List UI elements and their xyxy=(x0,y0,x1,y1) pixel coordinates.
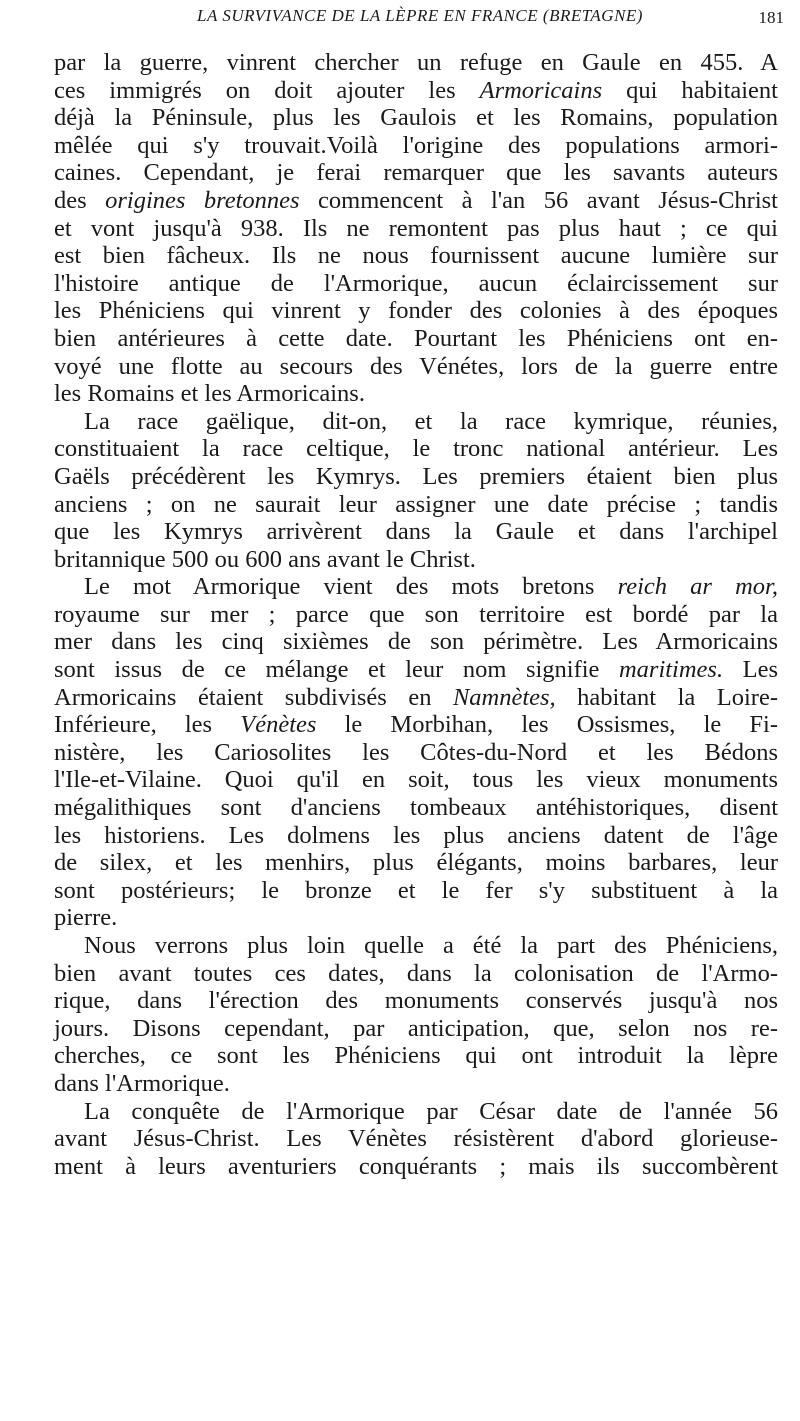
text-segment: La race gaëlique, dit-on, et la race kymrique, réunies, xyxy=(84,407,778,435)
text-line xyxy=(54,463,778,491)
text-line xyxy=(54,215,778,243)
text-line xyxy=(54,1042,778,1070)
text-segment: La conquête de l'Armorique par César date de l'année 56 xyxy=(84,1097,778,1125)
text-segment: sont postérieurs; le bronze et le fer s'y substituent à la xyxy=(54,876,778,904)
text-line xyxy=(54,297,778,325)
text-line xyxy=(54,1125,778,1153)
text-line xyxy=(54,325,778,353)
text-line xyxy=(54,546,778,574)
text-segment: jours. Disons cependant, par anticipation, que, selon nos re- xyxy=(54,1014,778,1042)
text-segment: est bien fâcheux. Ils ne nous fournissent aucune lumière sur xyxy=(54,242,778,270)
text-segment: constituaient la race celtique, le tronc national antérieur. Les xyxy=(54,435,778,463)
text-line xyxy=(54,159,778,187)
text-line xyxy=(54,849,778,877)
running-header: LA SURVIVANCE DE LA LÈPRE EN FRANCE (BRETAGNE) xyxy=(197,6,643,25)
text-line xyxy=(54,518,778,546)
text-line xyxy=(54,656,778,684)
text-line xyxy=(54,1098,778,1126)
text-line xyxy=(54,1015,778,1043)
text-segment: royaume sur mer ; parce que son territoire est bordé par la xyxy=(54,600,778,628)
text-segment: bien avant toutes ces dates, dans la colonisation de l'Armo- xyxy=(54,959,778,987)
text-segment: britannique 500 ou 600 ans avant le Christ. xyxy=(54,545,476,573)
text-line xyxy=(54,794,778,822)
text-line xyxy=(54,766,778,794)
italic-text: Namnètes, xyxy=(452,683,556,711)
text-line xyxy=(54,1153,778,1181)
text-segment: bien antérieures à cette date. Pourtant les Phéniciens ont en- xyxy=(54,324,778,352)
text-line xyxy=(54,491,778,519)
text-segment: Gaëls précédèrent les Kymrys. Les premiers étaient bien plus xyxy=(54,462,778,490)
text-line xyxy=(54,739,778,767)
text-segment: qui habitaient xyxy=(602,76,778,104)
text-line xyxy=(54,77,778,105)
text-segment: les historiens. Les dolmens les plus anciens datent de l'âge xyxy=(54,821,778,849)
text-segment: commencent à l'an 56 avant Jésus-Christ xyxy=(299,186,778,214)
text-segment: dans l'Armorique. xyxy=(54,1069,230,1097)
text-segment: mégalithiques sont d'anciens tombeaux antéhistoriques, disent xyxy=(54,794,778,822)
text-segment: sont issus de ce mélange et leur nom signifie xyxy=(54,656,619,684)
text-line xyxy=(54,380,778,408)
text-segment: anciens ; on ne saurait leur assigner une date précise ; tandis xyxy=(54,490,778,518)
text-line xyxy=(54,573,778,601)
text-segment: cherches, ce sont les Phéniciens qui ont introduit la lèpre xyxy=(54,1042,778,1070)
text-segment: Nous verrons plus loin quelle a été la part des Phéniciens, xyxy=(84,932,778,959)
text-segment: avant Jésus-Christ. Les Vénètes résistèrent d'abord glorieuse- xyxy=(54,1125,778,1153)
text-line xyxy=(54,49,778,77)
text-line xyxy=(54,711,778,739)
text-line xyxy=(54,353,778,381)
italic-text: Armoricains xyxy=(479,76,603,104)
text-segment: mer dans les cinq sixièmes de son périmètre. Les Armoricains xyxy=(54,628,778,656)
text-line xyxy=(54,628,778,656)
italic-text: Vénètes xyxy=(240,711,317,739)
text-line xyxy=(54,877,778,905)
text-segment: les Phéniciens qui vinrent y fonder des colonies à des époques xyxy=(54,297,778,325)
body-text xyxy=(54,49,778,1180)
text-line xyxy=(54,132,778,160)
text-line xyxy=(54,960,778,988)
italic-text: reich ar mor, xyxy=(617,573,778,601)
text-segment: habitant la Loire- xyxy=(555,683,778,711)
italic-text: origines bretonnes xyxy=(105,186,300,214)
text-segment: l'histoire antique de l'Armorique, aucun éclaircissement sur xyxy=(54,269,778,297)
text-segment: des xyxy=(54,186,106,214)
text-segment: nistère, les Cariosolites les Côtes-du-Nord et les Bédons xyxy=(54,738,778,766)
text-segment: ces immigrés on doit ajouter les xyxy=(54,76,480,104)
text-segment: Armoricains étaient subdivisés en xyxy=(54,683,453,711)
text-line xyxy=(54,187,778,215)
text-segment: que les Kymrys arrivèrent dans la Gaule et dans l'archipel xyxy=(54,518,778,546)
text-segment: pierre. xyxy=(54,904,118,932)
text-segment: de silex, et les menhirs, plus élégants, moins barbares, leur xyxy=(54,849,778,877)
text-segment: Le mot Armorique vient des mots bretons xyxy=(84,573,618,601)
text-segment: Inférieure, les xyxy=(54,711,241,739)
text-segment: par la guerre, vinrent chercher un refuge en Gaule en 455. A xyxy=(54,49,778,76)
text-line xyxy=(54,601,778,629)
text-segment: les Romains et les Armoricains. xyxy=(54,380,365,408)
text-line xyxy=(54,435,778,463)
text-segment: caines. Cependant, je ferai remarquer que les savants auteurs xyxy=(54,159,778,187)
text-segment: mêlée qui s'y trouvait.Voilà l'origine des populations armori- xyxy=(54,131,778,159)
text-segment: ment à leurs aventuriers conquérants ; mais ils succombèrent xyxy=(54,1152,778,1180)
text-segment: et vont jusqu'à 938. Ils ne remontent pas plus haut ; ce qui xyxy=(54,214,778,242)
text-segment: le Morbihan, les Ossismes, le Fi- xyxy=(316,711,778,739)
text-line xyxy=(54,1070,778,1098)
text-segment: l'Ile-et-Vilaine. Quoi qu'il en soit, tous les vieux monuments xyxy=(54,766,778,794)
text-segment: Les xyxy=(723,656,778,684)
text-line xyxy=(54,242,778,270)
text-line xyxy=(54,408,778,436)
text-line xyxy=(54,904,778,932)
text-line xyxy=(54,104,778,132)
text-segment: voyé une flotte au secours des Vénétes, lors de la guerre entre xyxy=(54,352,778,380)
text-line xyxy=(54,822,778,850)
page-number: 181 xyxy=(758,8,784,27)
text-line xyxy=(54,987,778,1015)
text-segment: déjà la Péninsule, plus les Gaulois et les Romains, population xyxy=(54,104,778,132)
text-line xyxy=(54,270,778,298)
text-line xyxy=(54,932,778,960)
italic-text: maritimes. xyxy=(618,656,724,684)
text-line xyxy=(54,684,778,712)
text-segment: rique, dans l'érection des monuments conservés jusqu'à nos xyxy=(54,987,778,1015)
